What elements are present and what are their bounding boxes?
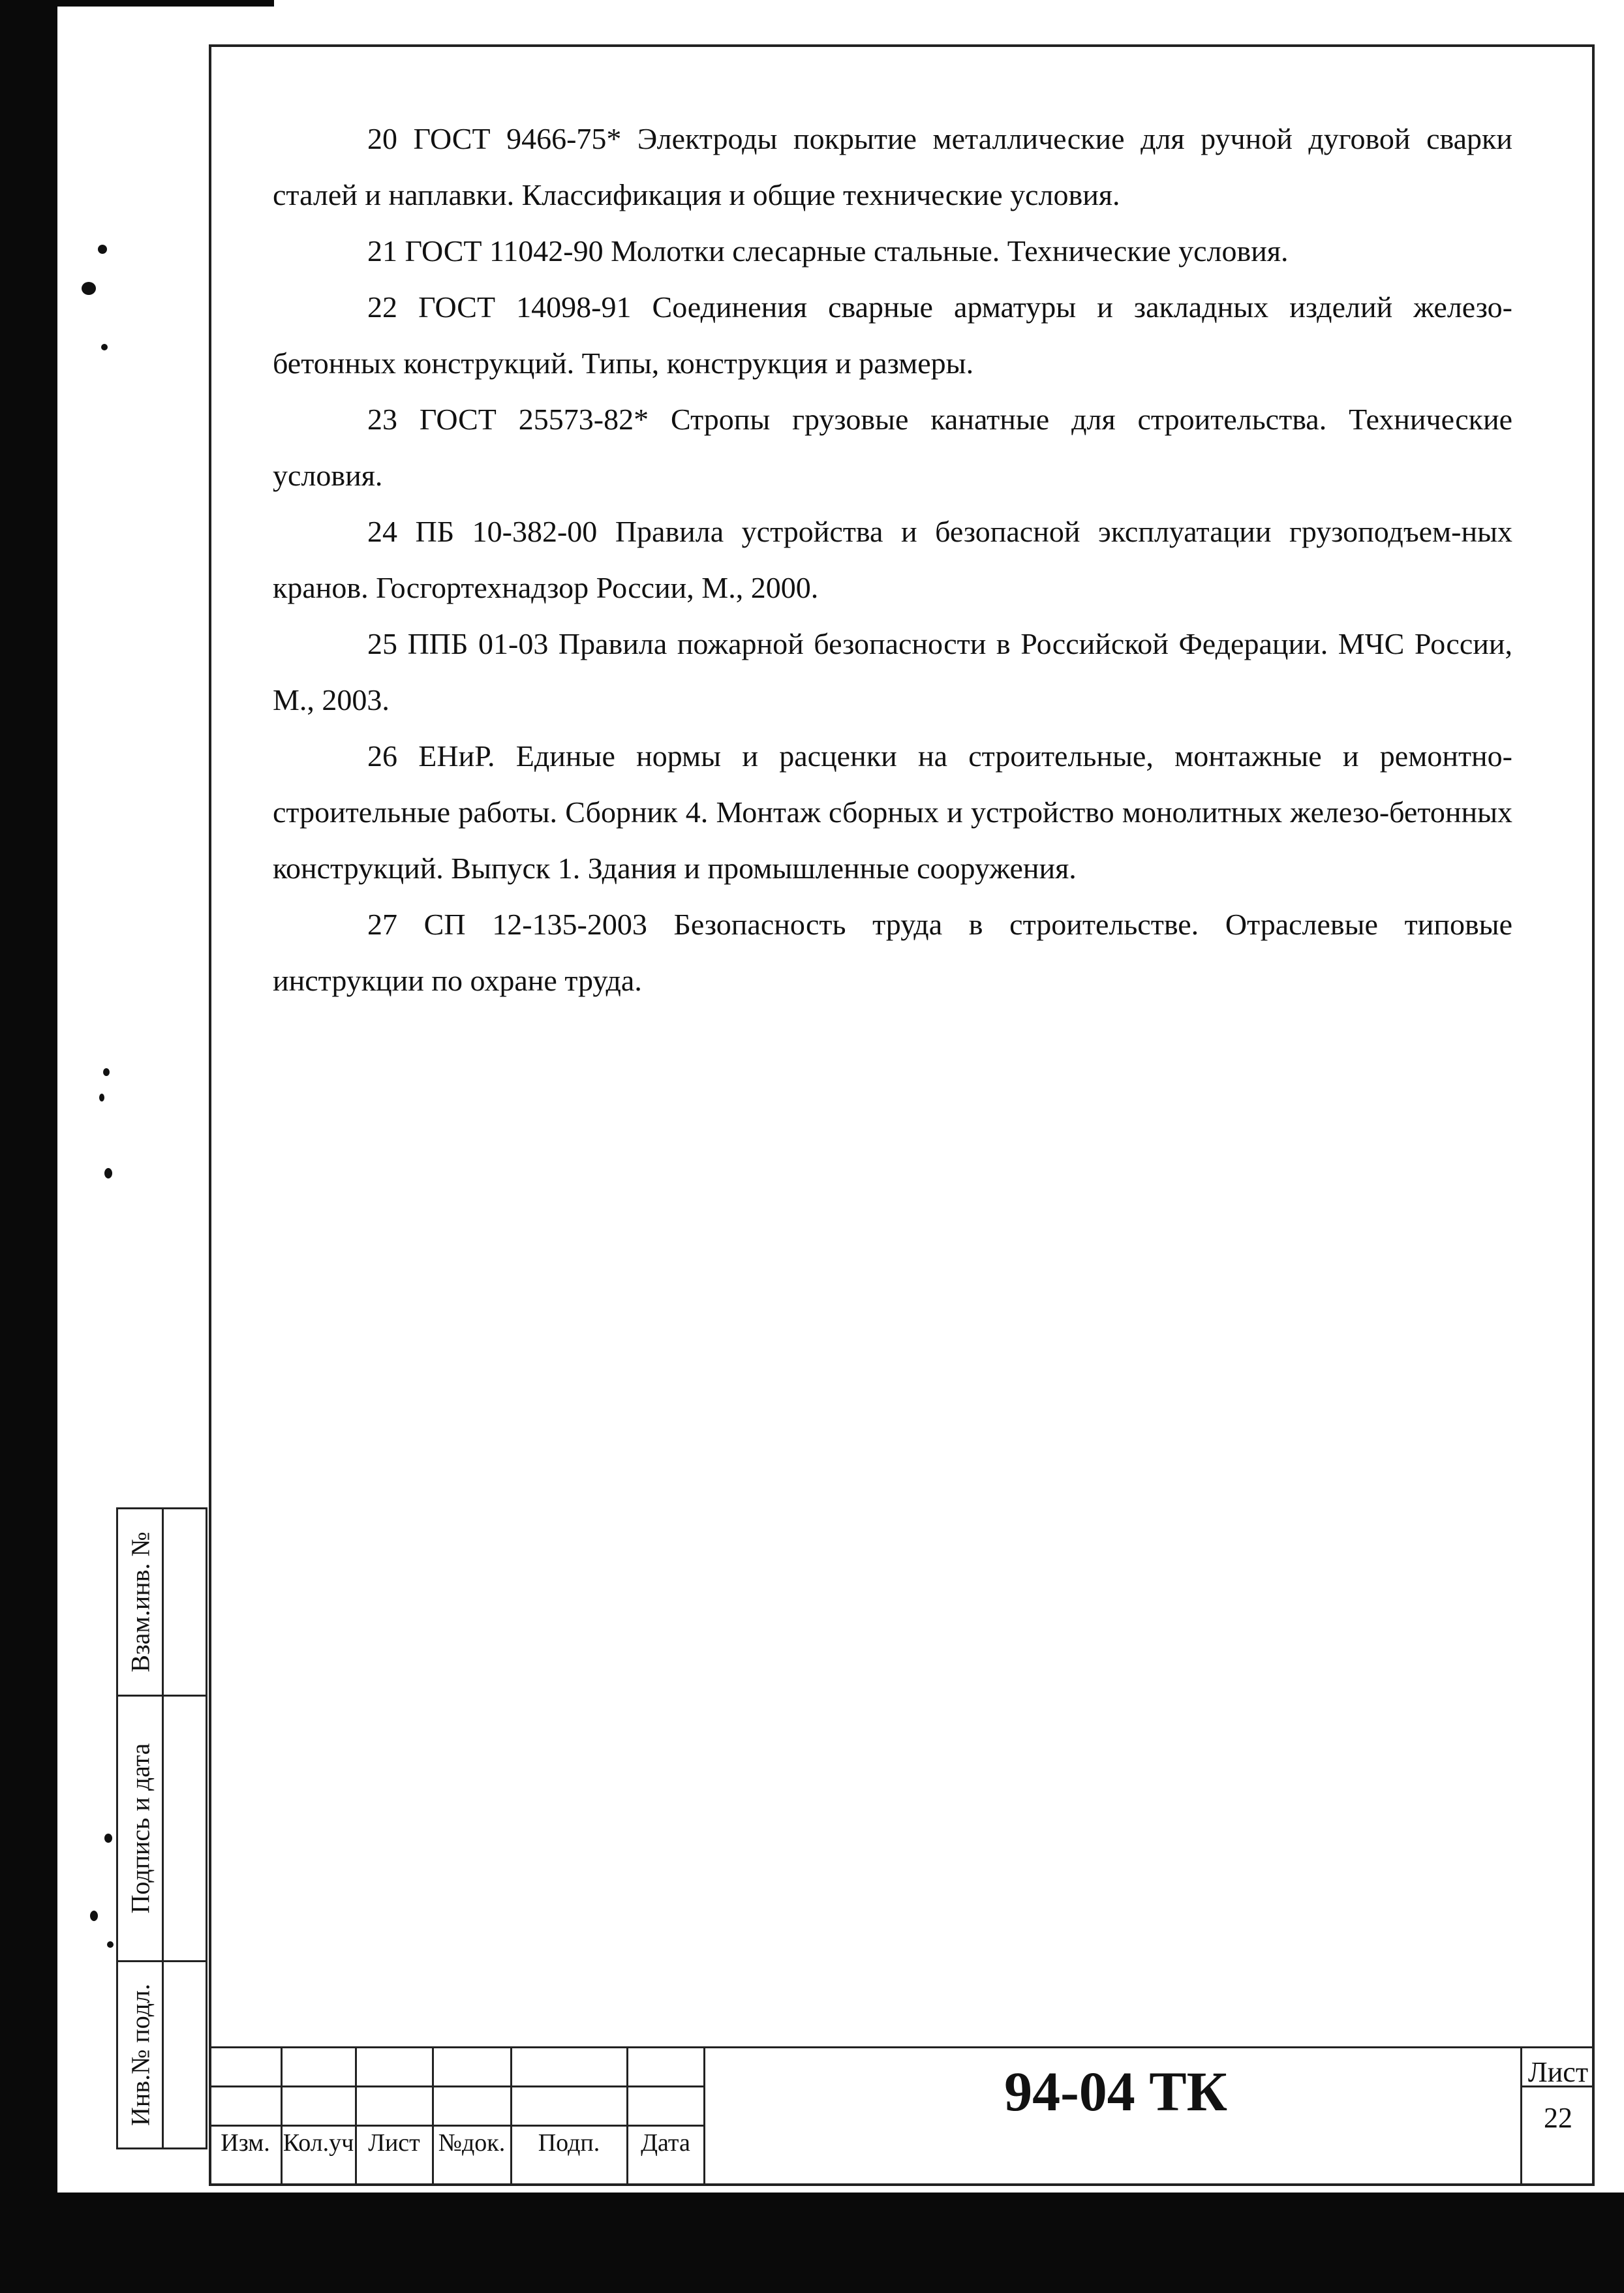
- title-block-row-line: [209, 2085, 705, 2087]
- reference-item: 25 ППБ 01-03 Правила пожарной безопасности в Российской Федерации. МЧС России, М., 2003.: [273, 627, 1512, 716]
- col-label-kol-uch: Кол.уч: [283, 2129, 354, 2157]
- title-block-col-line: [703, 2046, 705, 2186]
- scan-speck: [107, 1941, 114, 1948]
- col-label-izm: Изм.: [221, 2129, 270, 2157]
- col-label-list: Лист: [368, 2129, 420, 2157]
- side-stamp-label: Взам.инв. №: [125, 1531, 155, 1672]
- reference-list: [273, 111, 1512, 1009]
- col-label-date: Дата: [641, 2129, 690, 2157]
- reference-item: 23 ГОСТ 25573-82* Стропы грузовые канатные для строительства. Технические условия.: [273, 403, 1512, 492]
- reference-item: 26 ЕНиР. Единые нормы и расценки на строительные, монтажные и ремонтно-строительные работы. Сборник 4. Монтаж сборных и устройство монолитных железо-бетонных конструкций. Выпуск 1. Здания и промышленные сооружения.: [273, 739, 1512, 885]
- reference-item: 21 ГОСТ 11042-90 Молотки слесарные стальные. Технические условия.: [367, 234, 1289, 268]
- document-code: 94-04 ТК: [1004, 2060, 1227, 2123]
- scan-speck: [104, 1168, 112, 1178]
- scan-speck: [103, 1068, 110, 1076]
- reference-item: 24 ПБ 10-382-00 Правила устройства и безопасной эксплуатации грузоподъем-ных кранов. Госгортехнадзор России, М., 2000.: [273, 515, 1512, 604]
- scan-speck: [101, 344, 108, 350]
- title-block-col-line: [432, 2046, 434, 2186]
- side-stamp-inv-orig: [116, 1960, 207, 2149]
- col-label-doc-no: №док.: [438, 2129, 506, 2157]
- title-block-col-line: [281, 2046, 283, 2186]
- scan-speck: [82, 282, 96, 295]
- side-stamp-replace-inv: [116, 1507, 207, 1697]
- title-block-col-line: [626, 2046, 628, 2186]
- scan-speck: [90, 1911, 98, 1921]
- sheet-number: 22: [1544, 2102, 1572, 2134]
- scan-border-top: [0, 0, 274, 7]
- scan-border-left: [0, 0, 57, 2293]
- scan-speck: [99, 1094, 104, 1101]
- scan-border-bottom: [0, 2193, 1624, 2293]
- title-block-row-line: [209, 2125, 705, 2127]
- sheet-label: Лист: [1527, 2056, 1589, 2088]
- col-label-podp: Подп.: [538, 2129, 600, 2157]
- side-stamp-label: Подпись и дата: [125, 1743, 155, 1914]
- title-block-col-line: [510, 2046, 512, 2186]
- scan-speck: [104, 1834, 112, 1843]
- title-block-col-line: [355, 2046, 357, 2186]
- side-stamp-sign-date: [116, 1695, 207, 1962]
- side-stamp-label: Инв.№ подл.: [125, 1984, 155, 2126]
- reference-item: 27 СП 12-135-2003 Безопасность труда в строительстве. Отраслевые типовые инструкции по охране труда.: [273, 908, 1512, 997]
- title-block-top-line: [209, 2046, 1595, 2048]
- reference-item: 20 ГОСТ 9466-75* Электроды покрытие металлические для ручной дуговой сварки сталей и наплавки. Классификация и общие технические условия.: [273, 122, 1512, 211]
- reference-item: 22 ГОСТ 14098-91 Соединения сварные арматуры и закладных изделий железо-бетонных конструкций. Типы, конструкция и размеры.: [273, 290, 1512, 380]
- scan-speck: [98, 245, 107, 254]
